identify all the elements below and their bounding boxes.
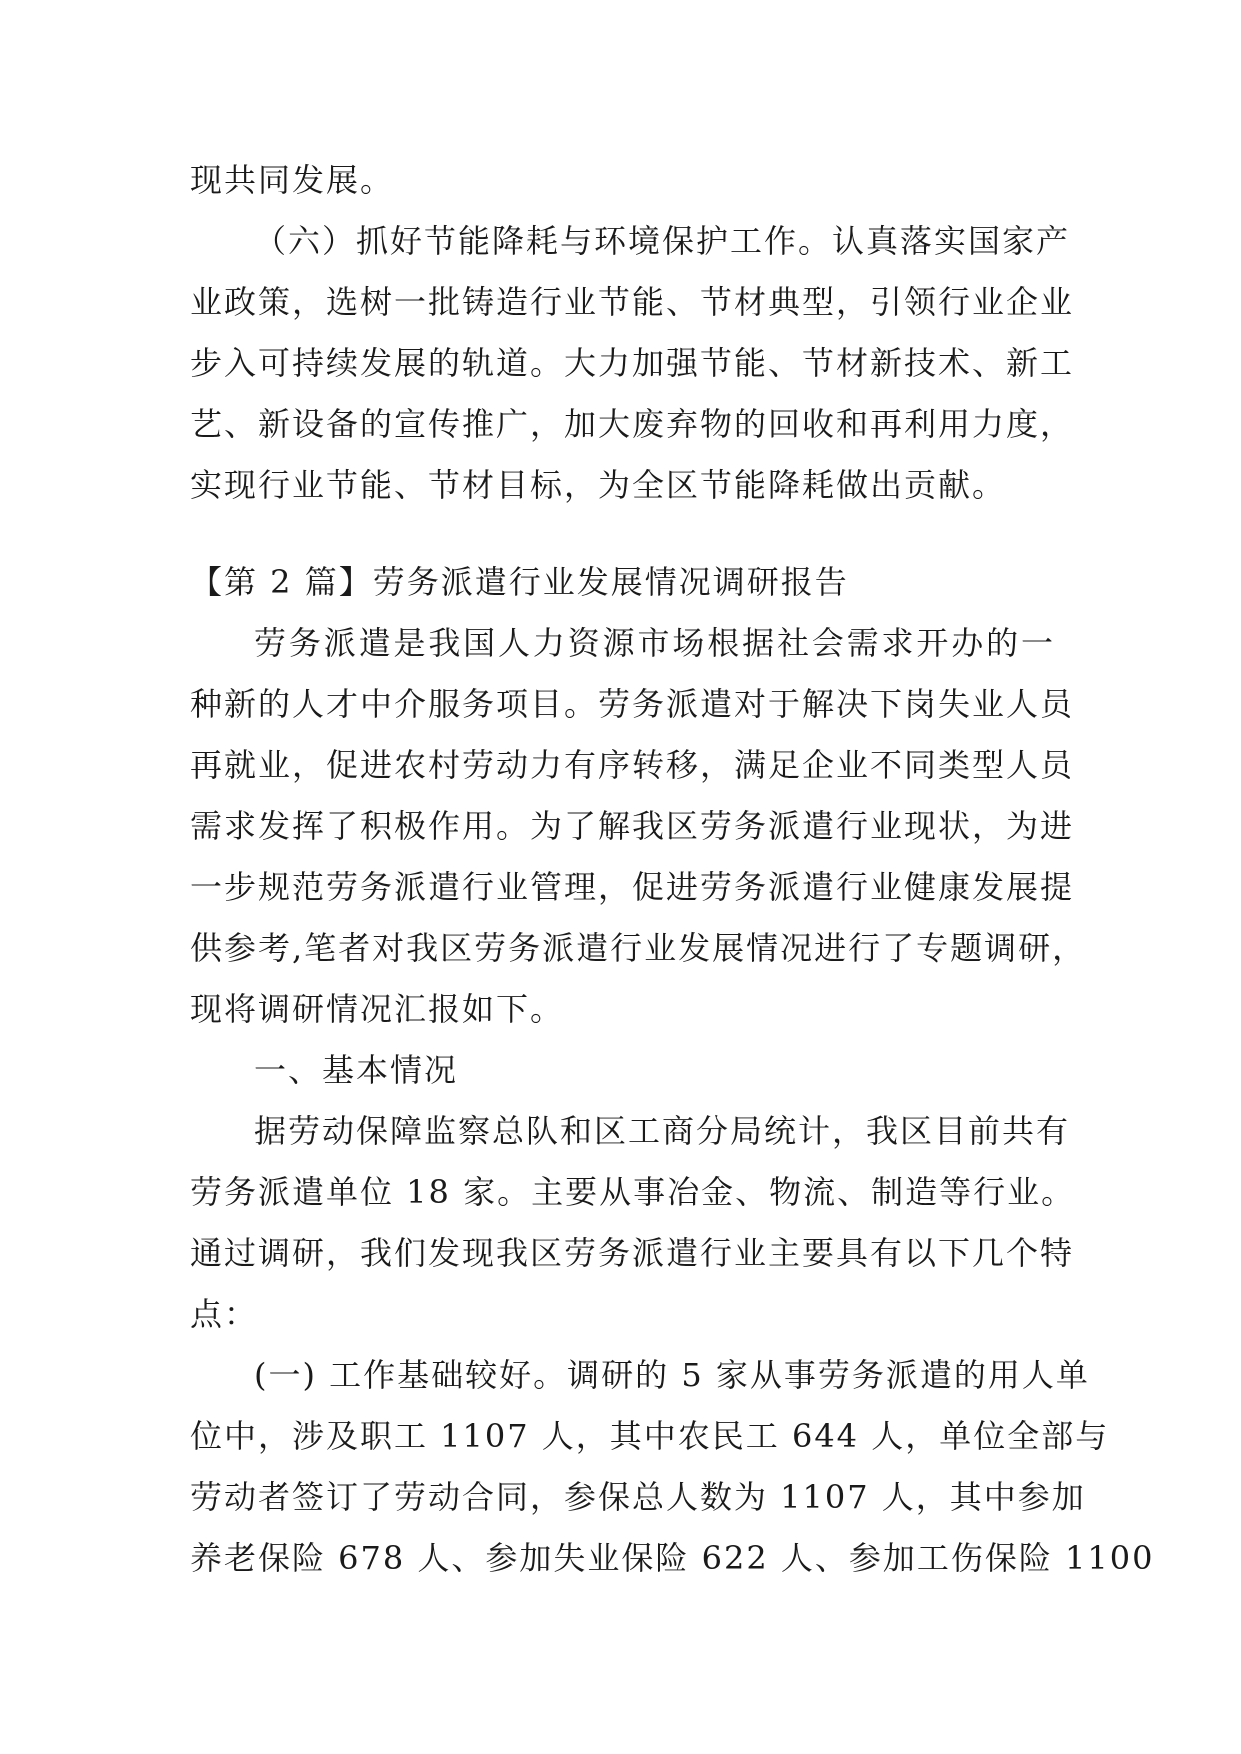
paragraph-line: 实现行业节能、节材目标，为全区节能降耗做出贡献。 bbox=[190, 466, 1007, 504]
section-six-paragraph bbox=[190, 211, 1075, 516]
intro-paragraph bbox=[190, 613, 1087, 1040]
paragraph-line: 业政策，选树一批铸造行业节能、节材典型，引领行业企业 bbox=[190, 283, 1075, 321]
paragraph-line: (一) 工作基础较好。调研的 5 家从事劳务派遣的用人单 bbox=[254, 1356, 1090, 1394]
article-heading-block bbox=[190, 552, 1055, 613]
paragraph-line: 供参考,笔者对我区劳务派遣行业发展情况进行了专题调研， bbox=[190, 929, 1087, 967]
paragraph-line: 现共同发展。 bbox=[190, 161, 395, 199]
paragraph-line: 点： bbox=[190, 1295, 259, 1333]
paragraph-line: 现将调研情况汇报如下。 bbox=[190, 990, 565, 1028]
point-one-paragraph bbox=[190, 1345, 1155, 1589]
paragraph-line: 艺、新设备的宣传推广，加大废弃物的回收和再利用力度， bbox=[190, 405, 1075, 443]
section-one-paragraph bbox=[190, 1101, 1076, 1345]
paragraph-line: 据劳动保障监察总队和区工商分局统计，我区目前共有 bbox=[254, 1112, 1071, 1150]
paragraph-line: 通过调研，我们发现我区劳务派遣行业主要具有以下几个特 bbox=[190, 1234, 1075, 1272]
paragraph-line: 位中，涉及职工 1107 人，其中农民工 644 人，单位全部与 bbox=[190, 1417, 1110, 1455]
section-one-heading-block bbox=[190, 1040, 1055, 1101]
paragraph-line: 一步规范劳务派遣行业管理，促进劳务派遣行业健康发展提 bbox=[190, 868, 1075, 906]
continuation-paragraph bbox=[190, 150, 1055, 211]
paragraph-line: 劳动者签订了劳动合同，参保总人数为 1107 人，其中参加 bbox=[190, 1478, 1086, 1516]
paragraph-line: 需求发挥了积极作用。为了解我区劳务派遣行业现状，为进 bbox=[190, 807, 1075, 845]
section-heading: 一、基本情况 bbox=[254, 1051, 459, 1089]
paragraph-line: 劳务派遣单位 18 家。主要从事冶金、物流、制造等行业。 bbox=[190, 1173, 1076, 1211]
paragraph-line: 步入可持续发展的轨道。大力加强节能、节材新技术、新工 bbox=[190, 344, 1075, 382]
paragraph-line: （六）抓好节能降耗与环境保护工作。认真落实国家产 bbox=[254, 222, 1071, 260]
article-heading: 【第 2 篇】劳务派遣行业发展情况调研报告 bbox=[190, 563, 849, 601]
paragraph-line: 种新的人才中介服务项目。劳务派遣对于解决下岗失业人员 bbox=[190, 685, 1075, 723]
paragraph-line: 再就业，促进农村劳动力有序转移，满足企业不同类型人员 bbox=[190, 746, 1075, 784]
paragraph-line: 劳务派遣是我国人力资源市场根据社会需求开办的一 bbox=[254, 624, 1055, 662]
paragraph-line: 养老保险 678 人、参加失业保险 622 人、参加工伤保险 1100 bbox=[190, 1539, 1155, 1577]
